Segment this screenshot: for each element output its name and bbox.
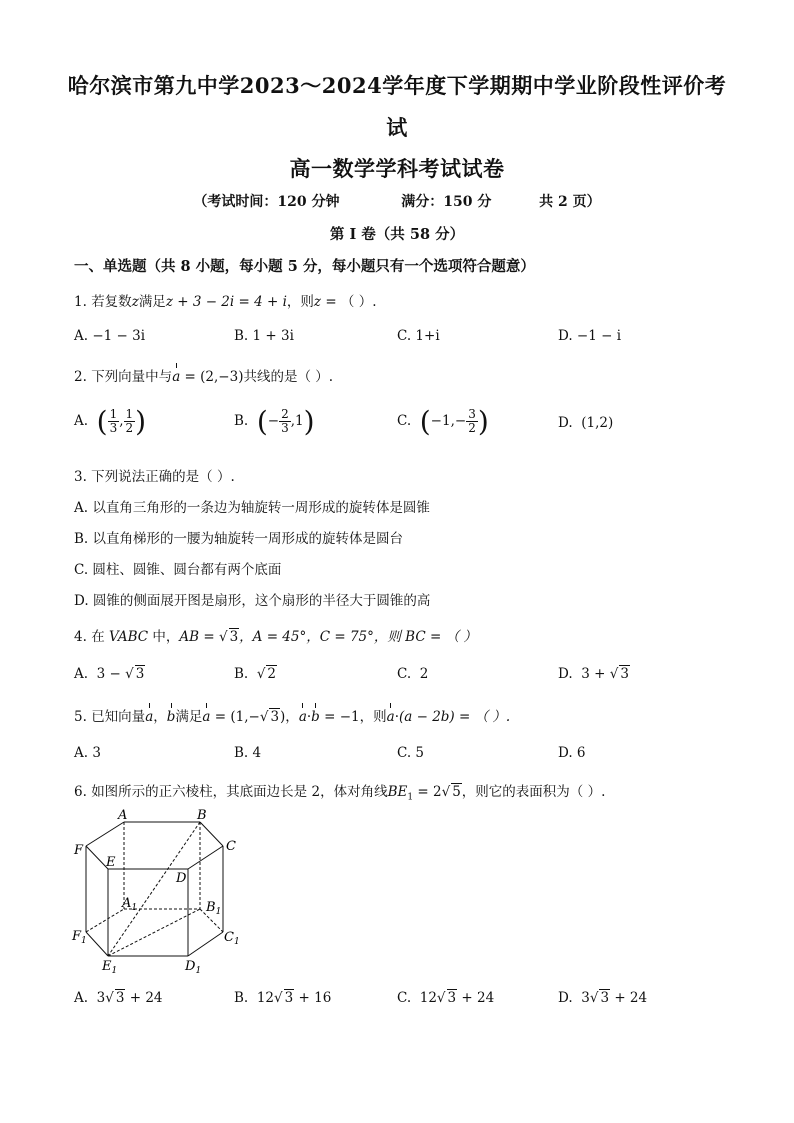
question-3: 3. 下列说法正确的是（ ）. [74,469,235,485]
diagonal-be1 [108,822,200,956]
label-f: F [74,843,84,858]
q5-option-b[interactable]: B. 4 [234,745,262,761]
exam-score: 满分：150 分 [401,194,492,210]
q4-option-c[interactable]: C. 2 [397,666,429,682]
label-d1: $D_1$ [185,959,202,976]
label-c1: $C_1$ [224,930,240,947]
q6-option-d[interactable]: D. 3√ 3 + 24 [558,990,648,1006]
q1-option-c[interactable]: C. 1+i [397,328,440,344]
q5-option-d[interactable]: D. 6 [558,745,586,761]
q3-option-a[interactable]: A. 以直角三角形的一条边为轴旋转一周形成的旋转体是圆锥 [74,500,430,516]
q3-option-c[interactable]: C. 圆柱、圆锥、圆台都有两个底面 [74,562,282,578]
edge-bc [200,822,223,846]
question-6: 6. 如图所示的正六棱柱，其底面边长是 2，体对角线$BE_1 = 2√$ 5，则它的表面积为（ ）. [74,784,606,803]
q5-option-a[interactable]: A. 3 [74,745,101,761]
q6-option-b[interactable]: B. 12√ 3 + 16 [234,990,332,1006]
exam-subtitle: 高一数学学科考试试卷 [289,156,505,181]
section-heading: 一、单选题（共 8 小题，每小题 5 分，每小题只有一个选项符合题意） [74,258,535,275]
q5-vec-a3: a [386,709,395,725]
q1-option-d[interactable]: D. −1 − i [558,328,622,344]
label-b1: $B_1$ [206,900,222,917]
q1-option-b[interactable]: B. 1 + 3i [234,328,294,344]
edge-d1c1 [188,932,223,956]
q4-option-a[interactable]: A. 3 − √ 3 [74,666,145,682]
q2-option-b[interactable]: B. (− $\frac{2}{3}$ ,1) [234,405,315,438]
question-4: 4. 在 VABC 中，AB = √ 3，A = 45°，C = 75°，则 BC = （ ） [74,629,477,645]
exam-title-line1: 哈尔滨市第九中学2023～2024学年度下学期期中学业阶段性评价考 [67,73,727,98]
label-f1: $F_1$ [72,929,87,946]
label-a1: $A_1$ [122,896,138,913]
question-5: 5. 已知向量a，b满足a = (1,−√ 3)，a·b = −1，则a·(a − 2b) = （ ）. [74,709,511,725]
q5-vec-b2: b [311,709,320,725]
exam-title-line2: 试 [386,115,408,140]
q3-option-b[interactable]: B. 以直角梯形的一腰为轴旋转一周形成的旋转体是圆台 [74,531,404,547]
exam-time: （考试时间：120 分钟 [193,194,340,210]
label-a: A [118,808,128,823]
q1-option-a[interactable]: A. −1 − 3i [74,328,146,344]
hexagonal-prism-figure [68,808,258,978]
q5-vec-a: a [202,709,211,725]
label-e1: $E_1$ [102,959,118,976]
edge-ef [86,846,108,869]
exam-info [0,191,794,211]
q2-option-a[interactable]: A. ( $\frac{1}{3}$ , $\frac{1}{2}$ ) [74,405,147,438]
exam-pages: 共 2 页） [539,194,601,210]
edge-fa [86,822,124,846]
q2-option-d[interactable]: D. (1,2) [558,415,614,431]
label-d: D [176,871,187,886]
hidden-edge-f1a1 [86,909,124,932]
label-c: C [226,839,236,854]
diagonal-e1b1 [108,909,200,956]
q5-option-c[interactable]: C. 5 [397,745,425,761]
question-1: 1. 若复数z满足z + 3 − 2i = 4 + i，则z = （ ）. [74,294,377,310]
volume-heading: 第 I 卷（共 58 分） [329,226,465,243]
q4-option-d[interactable]: D. 3 + √ 3 [558,666,629,682]
q5-vec-a2: a [298,709,307,725]
label-b: B [197,808,207,823]
question-2: 2. 下列向量中与a = (2,−3)共线的是（ ）. [74,369,334,385]
q2-option-c[interactable]: C. (−1,− $\frac{3}{2}$ ) [397,405,489,438]
label-e: E [106,855,116,870]
edge-cd [188,846,223,869]
q6-option-c[interactable]: C. 12√ 3 + 24 [397,990,495,1006]
q3-option-d[interactable]: D. 圆锥的侧面展开图是扇形，这个扇形的半径大于圆锥的高 [74,593,431,609]
q4-option-b[interactable]: B. √ 2 [234,666,277,682]
q6-option-a[interactable]: A. 3√ 3 + 24 [74,990,163,1006]
edge-f1e1 [86,932,108,956]
